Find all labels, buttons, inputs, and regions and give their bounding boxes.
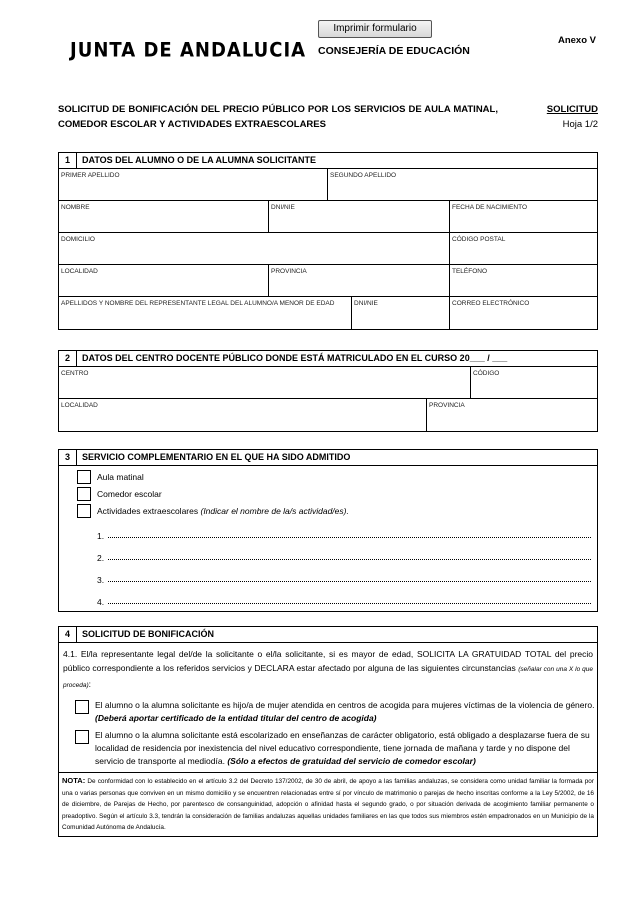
section-2-number: 2 xyxy=(59,351,77,366)
section-4-number: 4 xyxy=(59,627,77,642)
section-4-header xyxy=(59,627,597,643)
first-surname-field[interactable]: PRIMER APELLIDO xyxy=(59,169,328,200)
anexo-label: Anexo V xyxy=(557,35,596,46)
activity-line-4[interactable] xyxy=(108,603,591,604)
birth-date-field[interactable]: FECHA DE NACIMIENTO xyxy=(452,204,528,211)
actividades-hint: (Indicar el nombre de la/s actividad/es). xyxy=(200,505,349,516)
solicitud-box xyxy=(547,102,598,132)
note-text: De conformidad con lo establecido en el artículo 3.2 del Decreto 137/2002, de 30 de abril, de apoyo a las familias andaluzas, se considera como unidad familiar la formada por una o varias personas que conviven en un mismo domicilio y se encuentren relacionadas entre sí por vínculo de matrimonio o parejas de hecho inscritas conforme a la Ley 5/2002, de 16 de diciembre, de Parejas de Hecho, por parentesco de consanguinidad, adopción o afinidad hasta el segundo grado, o por situación derivada de acogimiento familiar permanente o preadoptivo. Según el artículo 3.3, tendrán la consideración de familias andaluzas aquellas unidades familiares en las que todos sus miembros estén empadronados en un Municipio de la Comunidad Autónoma de Andalucía. xyxy=(62,778,594,831)
option-1 xyxy=(59,697,597,727)
section-2-header xyxy=(59,351,597,367)
option-2 xyxy=(59,727,597,772)
option-1-text: El alumno o la alumna solicitante es hijo/a de mujer atendida en centros de acogida para mujeres víctimas de la violencia de género. xyxy=(95,700,595,710)
postal-code-field[interactable]: CÓDIGO POSTAL xyxy=(452,236,506,243)
second-surname-field[interactable]: SEGUNDO APELLIDO xyxy=(330,172,397,179)
province-field[interactable]: PROVINCIA xyxy=(269,265,450,296)
intro-text: 4.1. El/la representante legal del/de la solicitante o el/la solicitante, si es mayor de edad, SOLICITA LA GRATUIDAD TOTAL del precio público correspondiente a los referidos servicios y DECLARA estar afectado por alguna de las siguientes circunstancias xyxy=(63,649,593,673)
actividades-checkbox[interactable] xyxy=(77,504,91,518)
option-2-note: (Sólo a efectos de gratuidad del servicio de comedor escolar) xyxy=(227,756,476,766)
option-2-checkbox[interactable] xyxy=(75,730,89,744)
section-1-student-data xyxy=(58,152,598,330)
section-2-school-data xyxy=(58,350,598,432)
activity-line-3[interactable] xyxy=(108,581,591,582)
print-form-button[interactable]: Imprimir formulario xyxy=(318,20,432,38)
activity-line-4-number: 4. xyxy=(97,597,105,607)
option-2-text: El alumno o la alumna solicitante está escolarizado en enseñanzas de carácter obligatorio, está obligado a desplazarse fuera de su localidad de residencia por inexistencia del nivel educativo correspondiente, tiene jornada de mañana y tarde y no dispone del servicio de transporte al mediodía. xyxy=(95,730,590,766)
section-4-title: SOLICITUD DE BONIFICACIÓN xyxy=(82,629,214,639)
legal-note xyxy=(59,772,597,836)
section-2-title: DATOS DEL CENTRO DOCENTE PÚBLICO DONDE ESTÁ MATRICULADO EN EL CURSO 20___ / ___ xyxy=(82,353,508,363)
phone-field[interactable]: TELÉFONO xyxy=(452,268,488,275)
comedor-checkbox[interactable] xyxy=(77,487,91,501)
consejeria-label: CONSEJERÍA DE EDUCACIÓN xyxy=(318,45,470,57)
name-field[interactable]: NOMBRE xyxy=(59,201,269,232)
option-1-checkbox[interactable] xyxy=(75,700,89,714)
solicitud-label: SOLICITUD xyxy=(546,104,598,115)
section-3-number: 3 xyxy=(59,450,77,465)
intro-hint: (señalar con una X lo que proceda) xyxy=(63,666,593,689)
locality-field[interactable]: LOCALIDAD xyxy=(59,265,269,296)
section-4-bonification xyxy=(58,626,598,837)
aula-matinal-label: Aula matinal xyxy=(97,471,144,482)
activity-line-3-number: 3. xyxy=(97,575,105,585)
school-code-field[interactable]: CÓDIGO xyxy=(473,370,500,377)
activity-line-1[interactable] xyxy=(108,537,591,538)
page-indicator: Hoja 1/2 xyxy=(562,119,598,130)
email-field[interactable]: CORREO ELECTRÓNICO xyxy=(452,300,530,307)
comedor-label: Comedor escolar xyxy=(97,488,162,499)
junta-andalucia-logo: JUNTA DE ANDALUCIA xyxy=(70,38,307,63)
actividades-label: Actividades extraescolares xyxy=(97,505,199,516)
section-3-title: SERVICIO COMPLEMENTARIO EN EL QUE HA SIDO ADMITIDO xyxy=(82,452,351,462)
activity-line-2-number: 2. xyxy=(97,553,105,563)
section-3-header xyxy=(59,450,597,466)
section-1-number: 1 xyxy=(59,153,77,168)
section-1-title: DATOS DEL ALUMNO O DE LA ALUMNA SOLICITANTE xyxy=(82,155,316,165)
section-4-intro: 4.1. El/la representante legal del/de la solicitante o el/la solicitante, si es mayor de edad, SOLICITA LA GRATUIDAD TOTAL del precio público correspondiente a los referidos servicios y DECLARA estar afectado por alguna de las siguientes circunstancias (señalar con una X lo que proceda): xyxy=(63,649,593,689)
school-province-field[interactable]: PROVINCIA xyxy=(429,402,465,409)
option-1-note: (Deberá aportar certificado de la entidad titular del centro de acogida) xyxy=(95,713,377,723)
school-field[interactable]: CENTRO xyxy=(59,367,471,398)
section-3-services xyxy=(58,449,598,612)
activity-line-1-number: 1. xyxy=(97,531,105,541)
note-label: NOTA: xyxy=(62,776,86,785)
aula-matinal-checkbox[interactable] xyxy=(77,470,91,484)
school-locality-field[interactable]: LOCALIDAD xyxy=(59,399,427,431)
dni-field[interactable]: DNI/NIE xyxy=(269,201,450,232)
address-field[interactable]: DOMICILIO xyxy=(59,233,450,264)
section-1-header xyxy=(59,153,597,169)
form-title: SOLICITUD DE BONIFICACIÓN DEL PRECIO PÚBLICO POR LOS SERVICIOS DE AULA MATINAL, COMEDOR ESCOLAR Y ACTIVIDADES EXTRAESCOLARES xyxy=(58,104,498,130)
representative-dni-field[interactable]: DNI/NIE xyxy=(352,297,450,329)
legal-representative-field[interactable]: APELLIDOS Y NOMBRE DEL REPRESENTANTE LEGAL DEL ALUMNO/A MENOR DE EDAD xyxy=(59,297,352,329)
activity-line-2[interactable] xyxy=(108,559,591,560)
